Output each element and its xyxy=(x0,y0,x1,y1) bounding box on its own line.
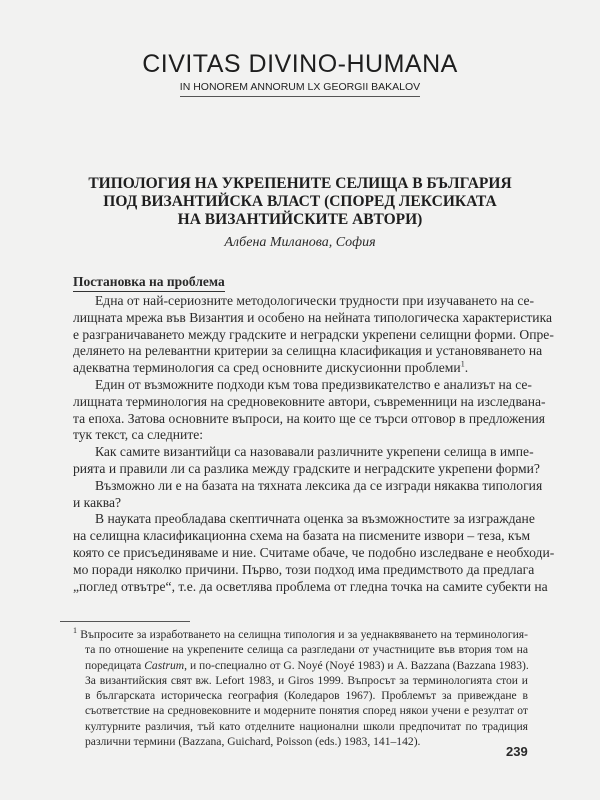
body-text xyxy=(73,293,555,595)
body-line: Една от най-сериозните методологически трудности при изучаването на се- xyxy=(95,293,535,308)
footnote-reference[interactable]: 1 xyxy=(460,359,465,369)
body-line: тук текст, са следните: xyxy=(73,427,204,443)
section-heading: Постановка на проблема xyxy=(73,274,225,292)
footnote-line: различни термини (Bazzana, Guichard, Poisson (eds.) 1983, 141–142). xyxy=(85,735,421,749)
page-number: 239 xyxy=(506,744,528,759)
body-line: В науката преобладава скептичната оценка за възможностите за изграждане xyxy=(95,511,535,527)
footnote-marker: 1 xyxy=(73,626,77,636)
body-line: Как самите византийци са назовавали различните укрепени селища в импе- xyxy=(95,444,534,460)
footnote-line-text: Въпросите за изработването на селищна типология и за уеднаквяването на терминология- xyxy=(80,628,528,641)
footnote-line: съответствие на средновековните и модерните понятия според някои учени е резултат от xyxy=(85,704,528,718)
footnote-line xyxy=(73,658,528,673)
article-title-line-1: ТИПОЛОГИЯ НА УКРЕПЕНИТЕ СЕЛИЩА В БЪЛГАРИЯ xyxy=(88,175,512,192)
footnote-text: , и по-специално от G. Noyé (Noyé 1983) и A. Bazzana (Bazzana 1983). xyxy=(184,658,529,672)
footnote-line: културните различия, тъй като отделните национални школи предпочитат по традиция xyxy=(85,719,528,733)
footnote-line xyxy=(73,627,528,642)
footnote-divider xyxy=(60,621,190,622)
footnote-line: та по отношение на укрепените селища са разгледани от участниците във втория том на xyxy=(85,643,528,657)
body-line: адекватна терминология са сред основните дискусионни проблеми$^1$. xyxy=(73,359,469,376)
body-line-text: адекватна терминология са сред основните дискусионни проблеми xyxy=(73,360,461,376)
body-line: е разграничаването между градските и неградски укрепени селищни форми. Опре- xyxy=(73,326,554,342)
body-line: и каква? xyxy=(73,494,122,510)
article-author: Албена Миланова, София xyxy=(224,235,376,250)
body-line: мо поради няколко причини. Първо, този подход има предимството да предлага xyxy=(73,561,535,577)
body-line: та епоха. Затова основните въпроси, на които ще се търси отговор в предложения xyxy=(73,410,545,426)
footnote-line: в българската историческа география (Коледаров 1967). Проблемът за привеждане в xyxy=(85,689,528,703)
footnote-line: За византийския свят вж. Lefort 1983, и Giros 1999. Въпросът за терминологията стои и xyxy=(85,673,528,687)
body-line: Един от възможните подходи към това предизвикателство е анализът на се- xyxy=(95,376,532,392)
article-title-line-2: ПОД ВИЗАНТИЙСКА ВЛАСТ (СПОРЕД ЛЕКСИКАТА xyxy=(103,193,497,210)
body-line: която се присъединяваме и ние. Считаме обаче, че подобно изследване е необходи- xyxy=(73,544,555,560)
series-title: Castrum xyxy=(144,658,185,672)
body-line: Възможно ли е на базата на тяхната лексика да се изгради някаква типология xyxy=(95,477,543,493)
journal-subtitle-text: IN HONOREM ANNORUM LX GEORGII BAKALOV xyxy=(180,81,420,97)
body-line: лищната мрежа във Византия и особено на нейната типологическа характеристика xyxy=(73,309,552,325)
body-line: на селищна класификационна схема на базата на писмените извори – теза, към xyxy=(73,528,531,544)
article-title-line-3: НА ВИЗАНТИЙСКИТЕ АВТОРИ) xyxy=(177,211,423,228)
body-line: лищната терминология на средновековните автори, съвременници на изследвана- xyxy=(73,393,546,409)
body-line: делянето на релевантни критерии за селищна класификация и установяването на xyxy=(73,343,543,359)
journal-subtitle xyxy=(0,81,600,93)
footnote-text: поредицата xyxy=(85,658,145,672)
footnote xyxy=(73,627,528,749)
body-line: рията и правили ли са разлика между градските и неградските укрепени форми? xyxy=(73,460,540,476)
journal-title: CIVITAS DIVINO-HUMANA xyxy=(142,50,458,78)
body-line: „поглед отвътре“, т.е. да осветлява проблема от гледна точка на самите субекти на xyxy=(73,578,548,594)
